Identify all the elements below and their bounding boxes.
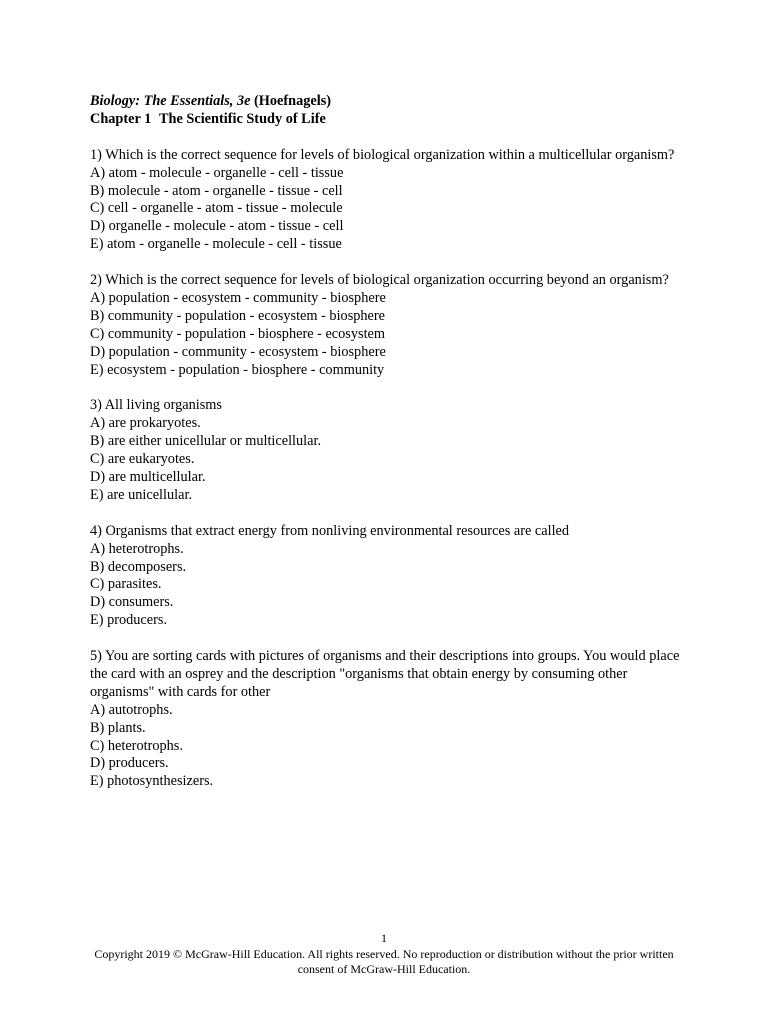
answer-option: A) heterotrophs. bbox=[90, 540, 184, 557]
book-line bbox=[90, 93, 680, 111]
question-2 bbox=[90, 272, 680, 379]
chapter-line bbox=[90, 111, 680, 129]
answer-option: D) organelle - molecule - atom - tissue - cell bbox=[90, 218, 344, 235]
question-stem: 1) Which is the correct sequence for levels of biological organization within a multicellular organism? bbox=[90, 146, 675, 163]
question-stem: 2) Which is the correct sequence for levels of biological organization occurring beyond an organism? bbox=[90, 272, 669, 289]
answer-option: C) heterotrophs. bbox=[90, 737, 183, 754]
answer-option: E) are unicellular. bbox=[90, 486, 193, 503]
answer-option: A) autotrophs. bbox=[90, 701, 173, 718]
page-number: 1 bbox=[381, 931, 387, 945]
answer-option: D) producers. bbox=[90, 755, 169, 772]
document-page bbox=[90, 93, 680, 791]
question-5 bbox=[90, 648, 680, 791]
answer-option: C) parasites. bbox=[90, 576, 162, 593]
page-footer bbox=[84, 931, 684, 978]
answer-option: B) community - population - ecosystem - biosphere bbox=[90, 307, 386, 324]
question-stem: 5) You are sorting cards with pictures of organisms and their descriptions into groups. You would place the card with an osprey and the description "organisms that obtain energy by consuming other organisms" with cards for other bbox=[90, 648, 680, 700]
answer-option: E) atom - organelle - molecule - cell - tissue bbox=[90, 236, 342, 253]
chapter-title: The Scientific Study of Life bbox=[159, 110, 326, 127]
answer-option: B) decomposers. bbox=[90, 558, 187, 575]
answer-option: A) are prokaryotes. bbox=[90, 415, 201, 432]
book-title: Biology: The Essentials, 3e bbox=[90, 93, 251, 109]
question-3 bbox=[90, 397, 680, 504]
answer-option: C) community - population - biosphere - ecosystem bbox=[90, 325, 386, 342]
answer-option: A) population - ecosystem - community - biosphere bbox=[90, 289, 386, 306]
question-1 bbox=[90, 147, 680, 254]
answer-option: A) atom - molecule - organelle - cell - tissue bbox=[90, 164, 344, 181]
answer-option: C) are eukaryotes. bbox=[90, 451, 195, 468]
answer-option: B) molecule - atom - organelle - tissue - cell bbox=[90, 182, 343, 199]
document-header bbox=[90, 93, 680, 129]
answer-option: B) are either unicellular or multicellular. bbox=[90, 433, 322, 450]
answer-option: E) ecosystem - population - biosphere - community bbox=[90, 361, 385, 378]
question-stem: 3) All living organisms bbox=[90, 397, 222, 414]
question-list bbox=[90, 147, 680, 792]
answer-option: B) plants. bbox=[90, 719, 146, 736]
answer-option: D) consumers. bbox=[90, 594, 174, 611]
question-4 bbox=[90, 523, 680, 630]
book-author: (Hoefnagels) bbox=[254, 93, 332, 109]
answer-option: C) cell - organelle - atom - tissue - molecule bbox=[90, 200, 343, 217]
answer-option: E) producers. bbox=[90, 612, 168, 629]
copyright-notice: Copyright 2019 © McGraw-Hill Education. All rights reserved. No reproduction or distribution without the prior written consent of McGraw-Hill Education. bbox=[94, 946, 674, 976]
chapter-number: Chapter 1 bbox=[90, 110, 152, 127]
question-stem: 4) Organisms that extract energy from nonliving environmental resources are called bbox=[90, 522, 570, 539]
answer-option: E) photosynthesizers. bbox=[90, 773, 214, 790]
answer-option: D) population - community - ecosystem - biosphere bbox=[90, 343, 386, 360]
answer-option: D) are multicellular. bbox=[90, 468, 206, 485]
